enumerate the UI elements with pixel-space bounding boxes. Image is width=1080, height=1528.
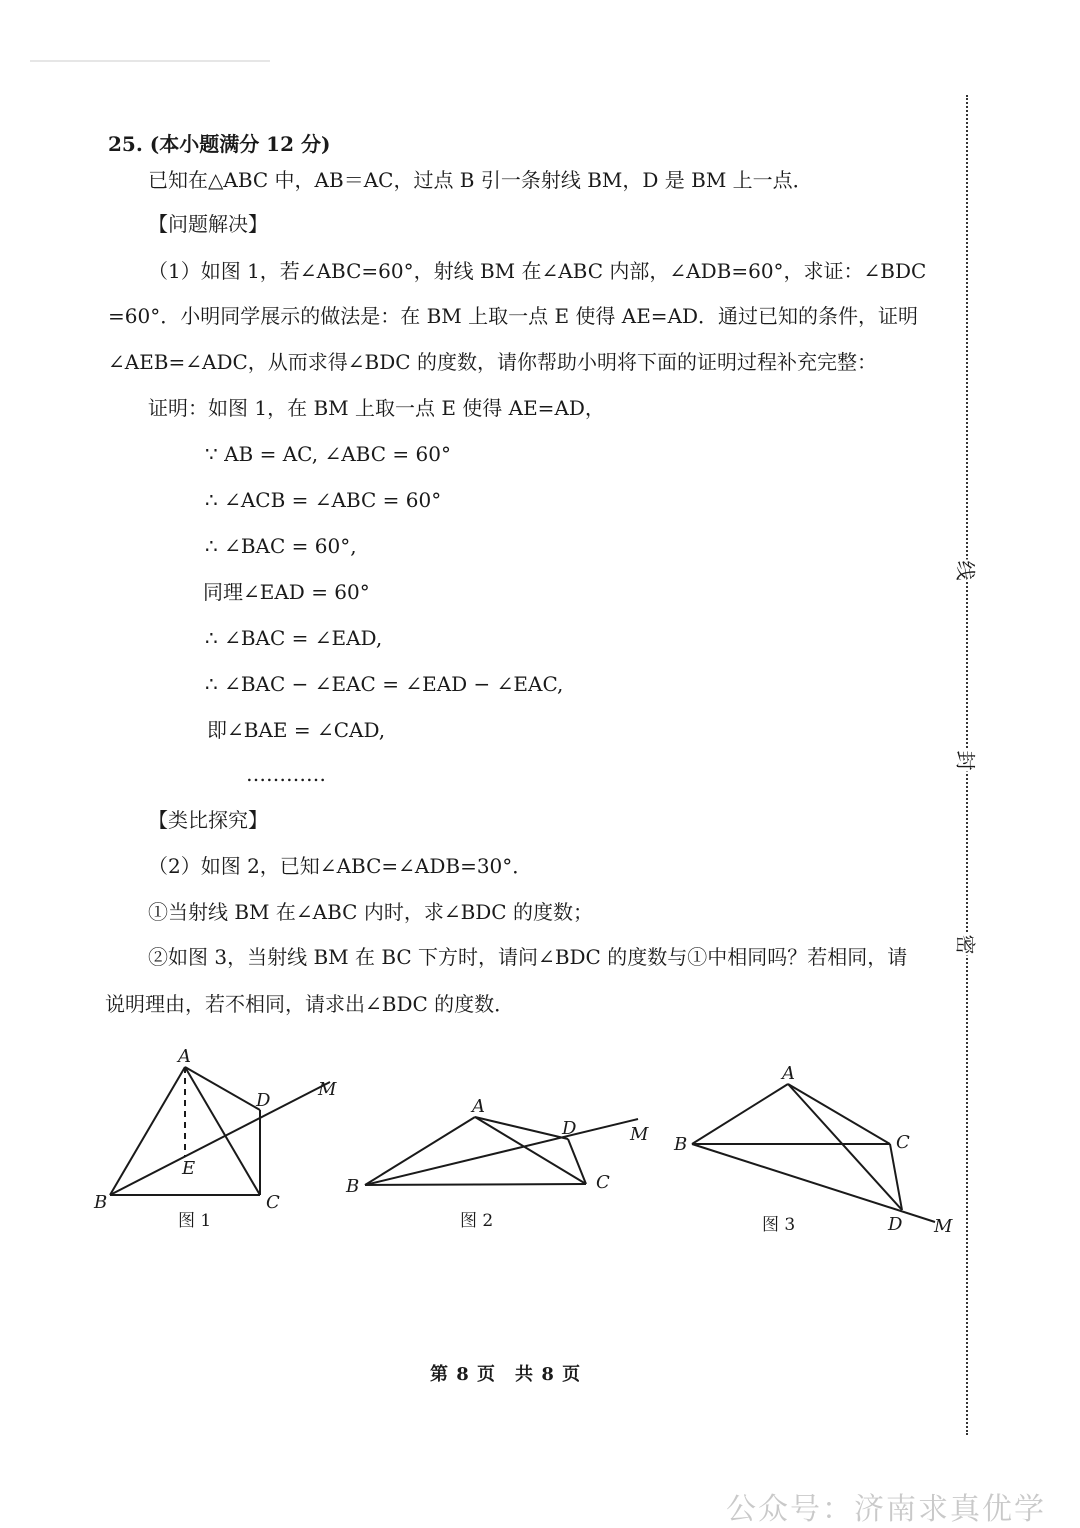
fig2-label-d: D [562,1118,577,1139]
fig3-segment-ab [692,1084,788,1144]
proof-step-2: ∴ ∠ACB = ∠ABC = 60° [205,488,442,512]
part1-line2: =60°．小明同学展示的做法是：在 BM 上取一点 E 使得 AE=AD．通过已知的条件，证明 [108,304,919,328]
proof-ellipsis: ………… [246,762,326,786]
fig1-label-d: D [256,1090,271,1111]
fig3-label-c: C [896,1132,910,1153]
fig1-label-e: E [182,1158,196,1179]
fig3-segment-ad [788,1084,902,1210]
proof-step-7: 即∠BAE = ∠CAD, [207,718,386,742]
question-stem: 已知在△ABC 中，AB＝AC，过点 B 引一条射线 BM，D 是 BM 上一点． [148,168,813,192]
page-footer: 第 8 页 共 8 页 [430,1364,582,1385]
fig2-label-b: B [346,1176,360,1197]
figure-1-caption: 图 1 [178,1211,212,1231]
figure-2-diagram [340,1090,660,1200]
binding-char-mi: 密 [953,934,982,956]
proof-step-4: 同理∠EAD = 60° [203,580,370,604]
part2-line1: （2）如图 2，已知∠ABC=∠ADB=30°． [148,854,533,878]
part1-line1: （1）如图 1，若∠ABC=60°，射线 BM 在∠ABC 内部，∠ADB=60°，求证：∠BDC [148,259,927,283]
binding-char-feng: 封 [953,750,982,772]
proof-intro: 证明：如图 1，在 BM 上取一点 E 使得 AE=AD， [148,396,605,420]
part1-line3: ∠AEB=∠ADC，从而求得∠BDC 的度数，请你帮助小明将下面的证明过程补充完整： [108,350,877,374]
binding-char-xian: 线 [953,560,982,582]
fig2-segment-ad [475,1117,568,1139]
fig2-label-m: M [630,1124,649,1145]
part2-sub2-line1: ②如图 3，当射线 BM 在 BC 下方时，请问∠BDC 的度数与①中相同吗？若相同，请 [148,945,908,969]
section-title-problem-solving: 【问题解决】 [148,212,268,236]
figure-2-caption: 图 2 [460,1211,494,1231]
figure-3-diagram [670,1060,960,1240]
proof-step-1: ∵ AB = AC, ∠ABC = 60° [205,442,451,466]
part2-sub1: ①当射线 BM 在∠ABC 内时，求∠BDC 的度数； [148,900,593,924]
fig1-segment-ad [185,1067,260,1110]
fig2-segment-dc [568,1139,586,1184]
section-title-analogy: 【类比探究】 [148,808,268,832]
figure-1-diagram [80,1040,360,1240]
fig1-label-c: C [266,1192,280,1213]
fig1-label-m: M [318,1079,337,1100]
part2-sub2-line2: 说明理由，若不相同，请求出∠BDC 的度数． [105,992,515,1016]
fig3-label-b: B [674,1134,688,1155]
proof-step-6: ∴ ∠BAC − ∠EAC = ∠EAD − ∠EAC, [205,672,564,696]
scan-edge-line [30,60,270,62]
fig2-label-a: A [472,1096,485,1117]
fig2-segment-bc [365,1184,586,1185]
fig3-ray-bm [692,1144,935,1222]
fig1-label-b: B [94,1192,108,1213]
fig3-label-a: A [782,1063,795,1084]
fig3-segment-ac [788,1084,890,1144]
fig3-label-m: M [934,1216,953,1237]
figure-3-caption: 图 3 [762,1215,796,1235]
fig2-segment-ab [365,1117,475,1185]
proof-step-5: ∴ ∠BAC = ∠EAD, [205,626,383,650]
fig1-segment-ac [185,1067,260,1195]
question-header: 25. (本小题满分 12 分) [108,132,331,156]
fig1-label-a: A [178,1046,191,1067]
fig3-label-d: D [888,1214,903,1235]
proof-step-3: ∴ ∠BAC = 60°, [205,534,357,558]
watermark: 公众号：济南求真优学 [726,1492,1046,1527]
fig2-label-c: C [596,1172,610,1193]
